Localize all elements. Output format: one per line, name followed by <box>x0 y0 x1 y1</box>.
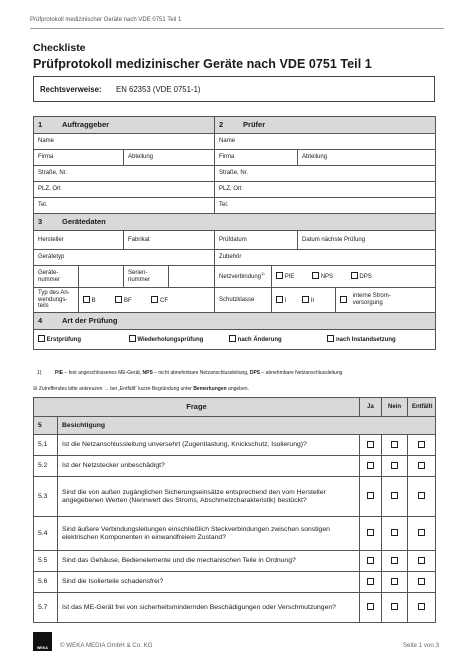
interne-stromversorgung-option <box>336 288 436 313</box>
answer-nein-checkbox[interactable] <box>391 529 398 536</box>
netzverbindung-options <box>272 266 436 288</box>
rechtsverweise-value: EN 62353 (VDE 0751-1) <box>116 85 201 94</box>
question-row <box>34 456 436 477</box>
question-number: 5.7 <box>34 593 58 623</box>
interne-stromversorgung-label: interne Strom-versorgung <box>352 293 391 306</box>
answer-ja-cell <box>360 593 382 623</box>
answer-entfaellt-cell <box>408 477 436 517</box>
answer-ja-cell <box>360 456 382 477</box>
zubehoer-field[interactable]: Zubehör <box>215 250 436 266</box>
answer-nein-checkbox[interactable] <box>391 557 398 564</box>
pruefer-abteilung-field[interactable]: Abteilung <box>298 150 436 166</box>
frage-column-header: Frage <box>34 398 360 417</box>
question-row <box>34 435 436 456</box>
schutzklasse-2-label: II <box>310 297 315 304</box>
answer-entfaellt-cell <box>408 593 436 623</box>
question-number: 5.4 <box>34 517 58 551</box>
erstpruefung-checkbox[interactable] <box>38 335 45 342</box>
question-row <box>34 551 436 572</box>
answer-ja-checkbox[interactable] <box>367 462 374 469</box>
page-title: Prüfprotokoll medizinischer Geräte nach VDE 0751 Teil 1 <box>33 57 372 71</box>
answer-entfaellt-cell <box>408 551 436 572</box>
geraetenummer-label: Geräte-nummer <box>34 266 79 288</box>
answer-ja-checkbox[interactable] <box>367 578 374 585</box>
answer-entfaellt-checkbox[interactable] <box>418 492 425 499</box>
type-cf-checkbox[interactable] <box>151 296 158 303</box>
question-text: Sind das Gehäuse, Bedienelemente und die mechanischen Teile in Ordnung? <box>58 551 360 572</box>
answer-ja-checkbox[interactable] <box>367 603 374 610</box>
question-text: Ist der Netzstecker unbeschädigt? <box>58 456 360 477</box>
interne-stromversorgung-checkbox[interactable] <box>340 296 347 303</box>
erstpruefung-label: Erstprüfung <box>46 337 82 344</box>
anwendungsteil-label: Typ des An-wendungs-teils <box>34 288 79 313</box>
question-text: Sind die von außen zugänglichen Sicherungseinsätze entsprechend den vom Hersteller angegebenen Werten (Nennwert des Stroms, Abschmelzcharakteristik) bestückt? <box>58 477 360 517</box>
answer-nein-checkbox[interactable] <box>391 578 398 585</box>
wiederholung-checkbox[interactable] <box>129 335 136 342</box>
type-b-checkbox[interactable] <box>83 296 90 303</box>
dps-label: DPS <box>359 274 372 281</box>
seriennummer-field[interactable] <box>169 266 215 288</box>
answer-entfaellt-checkbox[interactable] <box>418 603 425 610</box>
auftraggeber-name-field[interactable]: Name <box>34 134 215 150</box>
type-bf-checkbox[interactable] <box>115 296 122 303</box>
question-row <box>34 593 436 623</box>
answer-nein-checkbox[interactable] <box>391 603 398 610</box>
answer-entfaellt-checkbox[interactable] <box>418 557 425 564</box>
answer-ja-cell <box>360 477 382 517</box>
dps-checkbox[interactable] <box>351 272 358 279</box>
answer-nein-cell <box>382 517 408 551</box>
answer-ja-cell <box>360 572 382 593</box>
schutzklasse-label: Schutzklasse <box>215 288 272 313</box>
anwendungsteil-options <box>79 288 215 313</box>
answer-ja-checkbox[interactable] <box>367 441 374 448</box>
answer-ja-checkbox[interactable] <box>367 557 374 564</box>
footer-copyright: © WEKA MEDIA GmbH & Co. KG <box>60 642 153 649</box>
section-2-header: 2 Prüfer <box>215 117 436 134</box>
answer-entfaellt-cell <box>408 456 436 477</box>
section-4-header: 4 Art der Prüfung <box>34 313 436 330</box>
nps-label: NPS <box>320 274 334 281</box>
question-number: 5.1 <box>34 435 58 456</box>
hersteller-field[interactable]: Hersteller <box>34 231 124 250</box>
answer-nein-checkbox[interactable] <box>391 492 398 499</box>
answer-ja-cell <box>360 551 382 572</box>
auftraggeber-strasse-field[interactable]: Straße, Nr. <box>34 166 215 182</box>
question-text: Ist das ME-Gerät frei von sicherheitsmindernden Beschädigungen oder Verschmutzungen? <box>58 593 360 623</box>
answer-ja-cell <box>360 517 382 551</box>
answer-ja-checkbox[interactable] <box>367 492 374 499</box>
question-number: 5.5 <box>34 551 58 572</box>
answer-nein-cell <box>382 435 408 456</box>
fabrikat-field[interactable]: Fabrikat <box>124 231 215 250</box>
entfaellt-column-header: Entfällt <box>408 398 436 417</box>
answer-entfaellt-checkbox[interactable] <box>418 529 425 536</box>
question-number: 5.2 <box>34 456 58 477</box>
section-5-number: 5 <box>34 417 58 435</box>
weka-logo: WEKA <box>33 632 52 651</box>
doc-kicker: Checkliste <box>33 42 86 54</box>
ja-column-header: Ja <box>360 398 382 417</box>
answer-entfaellt-cell <box>408 435 436 456</box>
section-1-header: 1 Auftraggeber <box>34 117 215 134</box>
answer-nein-checkbox[interactable] <box>391 441 398 448</box>
geraetenummer-field[interactable] <box>79 266 124 288</box>
answer-nein-cell <box>382 572 408 593</box>
footnote: 1) PIE – fest angeschlossenes ME-Gerät, NPS – nicht abnehmbare Netzanschlussleitung, DPS – abnehmbare Netzanschlussleitung <box>37 370 343 376</box>
type-bf-label: BF <box>124 297 132 304</box>
form-grid <box>33 116 436 350</box>
aenderung-checkbox[interactable] <box>229 335 236 342</box>
question-text: Sind äußere Verbindungsleitungen einschließlich Steckverbindungen zwischen sonstigen elektrischen Komponenten in einwandfreiem Zustand? <box>58 517 360 551</box>
question-text: Ist die Netzanschlussleitung unversehrt (Zugentlastung, Knickschutz, Isolierung)? <box>58 435 360 456</box>
page-number: Seite 1 von 3 <box>402 642 439 649</box>
schutzklasse-1-checkbox[interactable] <box>276 296 283 303</box>
pruefer-name-field[interactable]: Name <box>215 134 436 150</box>
answer-entfaellt-checkbox[interactable] <box>418 441 425 448</box>
geraetetyp-field[interactable]: Gerätetyp <box>34 250 215 266</box>
question-row <box>34 477 436 517</box>
pruefer-tel-field[interactable]: Tel. <box>215 198 436 214</box>
type-cf-label: CF <box>160 297 169 304</box>
netzverbindung-label: Netzverbindung$^{1)}$ <box>215 266 272 288</box>
answer-entfaellt-checkbox[interactable] <box>418 578 425 585</box>
answer-nein-cell <box>382 593 408 623</box>
question-number: 5.6 <box>34 572 58 593</box>
header-rule <box>30 28 444 29</box>
pie-checkbox[interactable] <box>276 272 283 279</box>
instandsetzung-label: nach Instandsetzung <box>336 337 396 344</box>
type-b-label: B <box>91 297 96 304</box>
section-5-title: Besichtigung <box>58 417 436 435</box>
question-row <box>34 572 436 593</box>
naechste-pruefung-field[interactable]: Datum nächste Prüfung <box>298 231 436 250</box>
answer-ja-cell <box>360 435 382 456</box>
auftraggeber-abteilung-field[interactable]: Abteilung <box>124 150 215 166</box>
answer-entfaellt-cell <box>408 572 436 593</box>
nein-column-header: Nein <box>382 398 408 417</box>
question-number: 5.3 <box>34 477 58 517</box>
auftraggeber-tel-field[interactable]: Tel. <box>34 198 215 214</box>
running-header: Prüfprotokoll medizinischer Geräte nach VDE 0751 Teil 1 <box>30 17 182 23</box>
question-table <box>33 397 436 623</box>
pie-label: PIE <box>284 274 295 281</box>
question-text: Sind die Isolierteile schadensfrei? <box>58 572 360 593</box>
wiederholung-label: Wiederholungsprüfung <box>137 337 204 344</box>
answer-nein-checkbox[interactable] <box>391 462 398 469</box>
art-der-pruefung-options <box>34 330 436 350</box>
schutzklasse-options <box>272 288 336 313</box>
question-row <box>34 517 436 551</box>
answer-nein-cell <box>382 456 408 477</box>
seriennummer-label: Serien-nummer <box>124 266 169 288</box>
nps-checkbox[interactable] <box>312 272 319 279</box>
pruefer-strasse-field[interactable]: Straße, Nr. <box>215 166 436 182</box>
answer-entfaellt-cell <box>408 517 436 551</box>
section-3-header: 3 Gerätedaten <box>34 214 436 231</box>
schutzklasse-1-label: I <box>284 297 287 304</box>
rechtsverweise-label: Rechtsverweise: <box>40 85 102 94</box>
answer-nein-cell <box>382 551 408 572</box>
pruefer-plz-field[interactable]: PLZ, Ort <box>215 182 436 198</box>
answer-nein-cell <box>382 477 408 517</box>
answer-ja-checkbox[interactable] <box>367 529 374 536</box>
auftraggeber-plz-field[interactable]: PLZ, Ort <box>34 182 215 198</box>
answer-entfaellt-checkbox[interactable] <box>418 462 425 469</box>
auftraggeber-firma-field[interactable]: Firma <box>34 150 124 166</box>
schutzklasse-2-checkbox[interactable] <box>302 296 309 303</box>
instandsetzung-checkbox[interactable] <box>327 335 334 342</box>
aenderung-label: nach Änderung <box>237 337 282 344</box>
pruefdatum-field[interactable]: Prüfdatum <box>215 231 298 250</box>
instruction-text: ☒ Zutreffendes bitte ankreuzen → bei „Entfällt“ kurze Begründung unter Bemerkungen angeben. <box>33 386 249 392</box>
pruefer-firma-field[interactable]: Firma <box>215 150 298 166</box>
rechtsverweise-box <box>33 76 435 102</box>
